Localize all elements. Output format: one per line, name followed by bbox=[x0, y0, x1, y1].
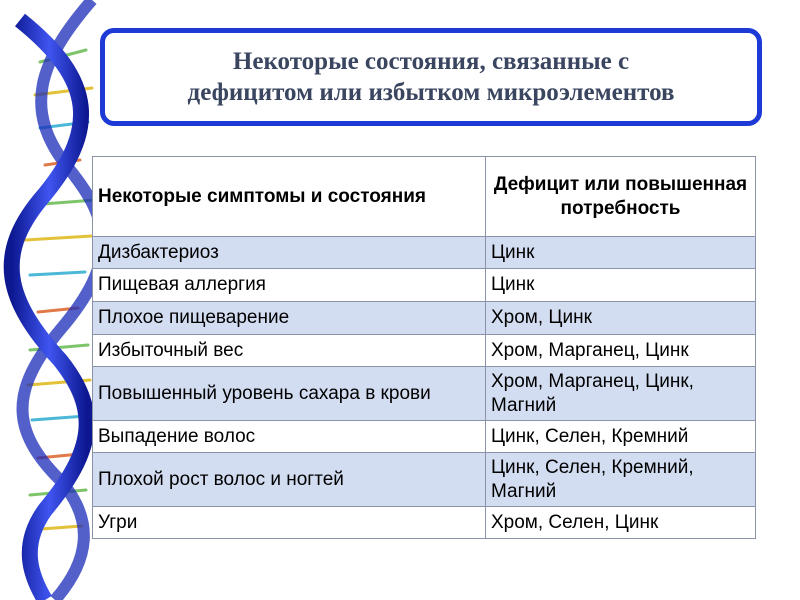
symptom-cell: Дизбактериоз bbox=[93, 237, 486, 269]
element-cell: Хром, Марганец, Цинк bbox=[486, 335, 756, 367]
symptom-cell: Угри bbox=[93, 507, 486, 539]
symptom-cell: Выпадение волос bbox=[93, 421, 486, 453]
header-symptoms: Некоторые симптомы и состояния bbox=[93, 157, 486, 237]
element-cell: Хром, Марганец, Цинк, Магний bbox=[486, 367, 756, 421]
title-line-1: Некоторые состояния, связанные с bbox=[232, 48, 630, 75]
table-row bbox=[93, 367, 756, 421]
table-header-row bbox=[93, 157, 756, 237]
table-row bbox=[93, 507, 756, 539]
trace-elements-table bbox=[92, 156, 756, 539]
symptom-cell: Плохое пищеварение bbox=[93, 302, 486, 335]
table-row bbox=[93, 302, 756, 335]
symptom-cell: Плохой рост волос и ногтей bbox=[93, 453, 486, 507]
element-cell: Цинк, Селен, Кремний bbox=[486, 421, 756, 453]
table-row bbox=[93, 421, 756, 453]
table-row bbox=[93, 237, 756, 269]
table-row bbox=[93, 335, 756, 367]
table-row bbox=[93, 269, 756, 302]
element-cell: Цинк, Селен, Кремний, Магний bbox=[486, 453, 756, 507]
element-cell: Цинк bbox=[486, 269, 756, 302]
element-cell: Хром, Селен, Цинк bbox=[486, 507, 756, 539]
header-deficit: Дефицит или повышенная потребность bbox=[486, 157, 756, 237]
dna-strand-back bbox=[23, 0, 103, 600]
title-box bbox=[100, 28, 762, 126]
page-title bbox=[188, 46, 675, 108]
symptom-cell: Повышенный уровень сахара в крови bbox=[93, 367, 486, 421]
symptom-cell: Избыточный вес bbox=[93, 335, 486, 367]
table-row bbox=[93, 453, 756, 507]
title-line-2: дефицитом или избытком микроэлементов bbox=[187, 79, 675, 106]
symptom-cell: Пищевая аллергия bbox=[93, 269, 486, 302]
element-cell: Цинк bbox=[486, 237, 756, 269]
element-cell: Хром, Цинк bbox=[486, 302, 756, 335]
